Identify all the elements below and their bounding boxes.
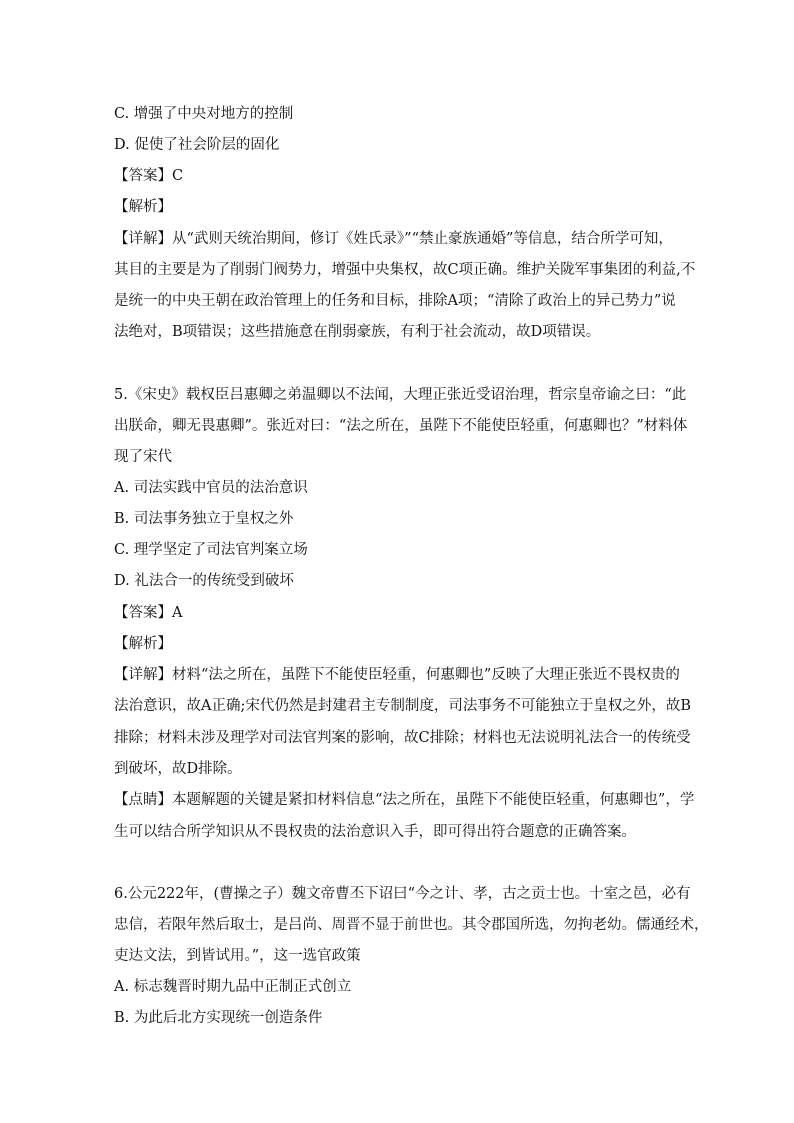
q4-detail-line-3: 是统一的中央王朝在政治管理上的任务和目标，排除A项；“清除了政治上的异己势力”说 [114,293,676,309]
q4-option-d: D. 促使了社会阶层的固化 [114,137,280,153]
q6-option-a: A. 标志魏晋时期九品中正制正式创立 [114,979,352,995]
q4-analysis-heading: 【解析】 [114,199,172,215]
q5-answer: 【答案】A [114,605,183,621]
q5-stem-line-3: 现了宋代 [114,449,172,465]
q4-detail-line-1: 【详解】从“武则天统治期间，修订《姓氏录》”“禁止豪族通婚”等信息，结合所学可知， [114,231,673,247]
q6-stem-line-3: 吏达文法，到皆试用。”，这一选官政策 [114,948,361,964]
q5-option-b: B. 司法事务独立于皇权之外 [114,511,294,527]
q6-option-b: B. 为此后北方实现统一创造条件 [114,1010,323,1026]
q5-analysis-heading: 【解析】 [114,636,172,652]
q5-option-d: D. 礼法合一的传统受到破坏 [114,573,294,589]
q5-option-c: C. 理学坚定了司法官判案立场 [114,542,308,558]
q6-stem-line-2: 忠信，若限年然后取士，是吕尚、周晋不显于前世也。其令郡国所选，勿拘老幼。儒通经术， [114,917,709,933]
q5-point-line-2: 生可以结合所学知识从不畏权贵的法治意识入手，即可得出符合题意的正确答案。 [114,824,636,840]
q5-option-a: A. 司法实践中官员的法治意识 [114,480,308,496]
q5-detail-line-3: 排除；材料未涉及理学对司法官判案的影响，故C排除；材料也无法说明礼法合一的传统受 [114,730,691,746]
q5-stem-line-1: 5.《宋史》载权臣吕惠卿之弟温卿以不法闻，大理正张近受诏治理，哲宗皇帝谕之曰：“此 [114,387,687,403]
q5-detail-line-4: 到破坏，故D排除。 [114,761,242,777]
q4-detail-line-2: 其目的主要是为了削弱门阀势力，增强中央集权，故C项正确。维护关陇军事集团的利益,不 [114,262,696,278]
q4-detail-line-4: 法绝对，B项错误；这些措施意在削弱豪族，有利于社会流动，故D项错误。 [114,324,601,340]
q4-option-c: C. 增强了中央对地方的控制 [114,106,294,122]
q4-answer: 【答案】C [114,168,184,184]
q5-detail-line-2: 法治意识，故A正确;宋代仍然是封建君主专制制度，司法事务不可能独立于皇权之外，故B [114,698,692,714]
q5-point-line-1: 【点睛】本题解题的关键是紧扣材料信息“法之所在，虽陛下不能使臣轻重，何惠卿也”，学 [114,792,695,808]
q6-stem-line-1: 6.公元222年，(曹操之子）魏文帝曹丕下诏曰“今之计、孝，古之贡士也。十室之邑，必有 [114,886,691,902]
q5-stem-line-2: 出朕命，卿无畏惠卿”。张近对曰：“法之所在，虽陛下不能使臣轻重，何惠卿也？”材料体 [114,418,688,434]
q5-detail-line-1: 【详解】材料“法之所在，虽陛下不能使臣轻重，何惠卿也”反映了大理正张近不畏权贵的 [114,667,680,683]
